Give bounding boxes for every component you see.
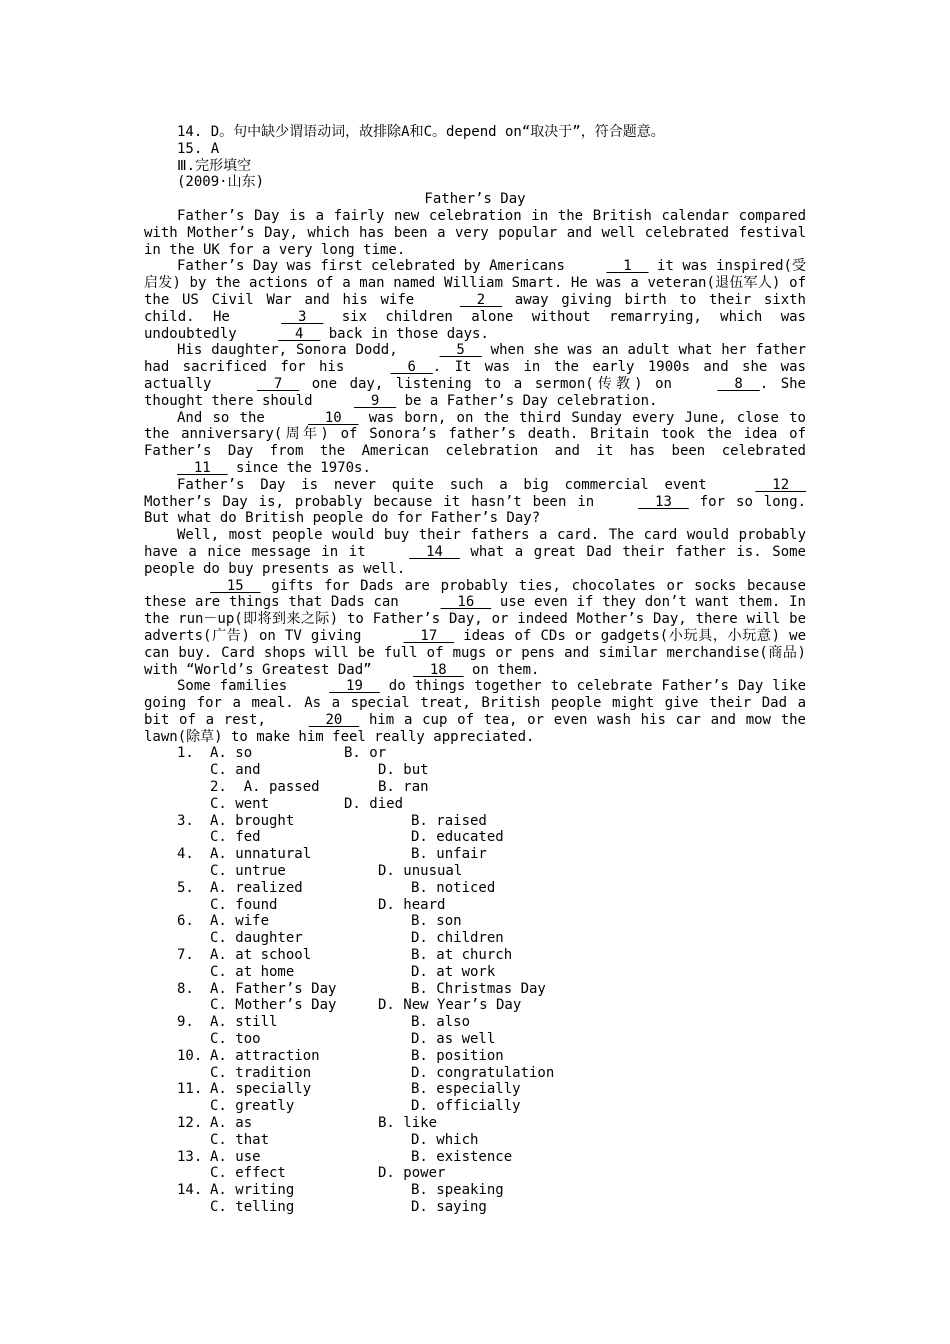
question-number: 12. bbox=[177, 1115, 203, 1132]
option-a: A. still bbox=[210, 1014, 278, 1031]
option-b: B. noticed bbox=[411, 879, 496, 896]
option-a: A. wife bbox=[210, 913, 270, 930]
answer-15: 15. A bbox=[177, 140, 220, 157]
blank-17: 17 bbox=[403, 627, 455, 644]
blank-14: 14 bbox=[409, 543, 460, 560]
option-a: A. specially bbox=[210, 1081, 312, 1098]
question-number: 1. bbox=[177, 745, 194, 762]
blank-9: 9 bbox=[354, 392, 397, 409]
option-row bbox=[144, 1098, 806, 1115]
option-c: C. too bbox=[210, 1031, 261, 1048]
option-row bbox=[144, 930, 806, 947]
source-label: (2009·山东) bbox=[177, 174, 265, 191]
option-b: B. speaking bbox=[411, 1182, 504, 1199]
paragraph-6: Well, most people would buy their fathers a card. The card would probably have a nice message in it 14 what a great Dad their father is. Some people do buy presents as well. bbox=[144, 527, 806, 577]
blank-16: 16 bbox=[440, 594, 492, 611]
option-c: C. and bbox=[210, 762, 261, 779]
option-row bbox=[144, 779, 806, 796]
option-c: C. greatly bbox=[210, 1098, 295, 1115]
option-c: C. at home bbox=[210, 963, 295, 980]
option-d: D. but bbox=[378, 762, 429, 779]
option-c: C. daughter bbox=[210, 930, 303, 947]
blank-10: 10 bbox=[307, 409, 359, 426]
option-d: D. New Year’s Day bbox=[378, 997, 522, 1014]
option-row bbox=[144, 796, 806, 813]
option-a: A. so bbox=[210, 745, 253, 762]
paragraph-4: And so the 10 was born, on the third Sunday every June, close to the anniversary(周年) of Sonora’s father’s death. Britain took the idea of Father’s Day from the American celebration and it has been celebrated 11 since the 1970s. bbox=[144, 409, 806, 476]
section-heading: Ⅲ.完形填空 bbox=[177, 157, 252, 174]
option-row bbox=[144, 981, 806, 998]
option-d: D. heard bbox=[378, 896, 446, 913]
option-b: B. unfair bbox=[411, 846, 487, 863]
option-row bbox=[144, 880, 806, 897]
paragraph-8: Some families 19 do things together to celebrate Father’s Day like going for a meal. As a special treat, British people might give their Dad a bit of a rest, 20 him a cup of tea, or even wash his car and mow the lawn(除草) to make him feel really appreciated. bbox=[144, 678, 806, 745]
blank-3: 3 bbox=[281, 308, 324, 325]
option-b: B. like bbox=[378, 1115, 438, 1132]
answer-14-explanation: 14. D。句中缺少谓语动词，故排除A和C。depend on“取决于”，符合题意。 bbox=[177, 124, 665, 140]
option-d: D. educated bbox=[411, 829, 504, 846]
option-b: B. or bbox=[344, 745, 387, 762]
blank-20: 20 bbox=[308, 711, 360, 728]
option-a: A. writing bbox=[210, 1182, 295, 1199]
passage-body bbox=[144, 208, 806, 746]
question-number: 5. bbox=[177, 879, 194, 896]
option-c: C. that bbox=[210, 1131, 270, 1148]
question-number: 11. bbox=[177, 1081, 203, 1098]
blank-7: 7 bbox=[257, 375, 300, 392]
option-a: A. at school bbox=[210, 947, 312, 964]
question-number: 13. bbox=[177, 1148, 203, 1165]
option-d: D. which bbox=[411, 1131, 479, 1148]
option-b: B. at church bbox=[411, 947, 513, 964]
option-row bbox=[144, 913, 806, 930]
blank-18: 18 bbox=[413, 661, 464, 678]
option-b: B. raised bbox=[411, 812, 487, 829]
option-d: D. unusual bbox=[378, 863, 463, 880]
question-number: 7. bbox=[177, 947, 194, 964]
option-b: B. also bbox=[411, 1014, 471, 1031]
paragraph-5: Father’s Day is never quite such a big commercial event 12 Mother’s Day is, probably because it hasn’t been in 13 for so long. But what do British people do for Father’s Day? bbox=[144, 476, 806, 527]
option-d: D. children bbox=[411, 930, 504, 947]
option-row bbox=[144, 1048, 806, 1065]
passage-title: Father’s Day bbox=[424, 191, 526, 208]
answer-options bbox=[144, 745, 806, 1215]
option-row bbox=[144, 863, 806, 880]
option-b: B. son bbox=[411, 913, 462, 930]
option-a: A. use bbox=[210, 1148, 261, 1165]
blank-2: 2 bbox=[459, 291, 503, 308]
option-row bbox=[144, 897, 806, 914]
question-number: 6. bbox=[177, 913, 194, 930]
option-row bbox=[144, 947, 806, 964]
option-c: C. Mother’s Day bbox=[210, 997, 337, 1014]
option-row bbox=[144, 846, 806, 863]
option-row bbox=[144, 1081, 806, 1098]
option-a: A. unnatural bbox=[210, 846, 312, 863]
paragraph-2: Father’s Day was first celebrated by Americans 1 it was inspired(受启发) by the actions of a man named William Smart. He was a veteran(退伍军人) of the US Civil War and his wife 2 away giving birth to their sixth child. He 3 six children alone without remarrying, which was undoubtedly 4 back in those days. bbox=[144, 258, 806, 342]
option-row bbox=[144, 829, 806, 846]
question-number: 10. bbox=[177, 1047, 203, 1064]
option-a: A. attraction bbox=[210, 1047, 320, 1064]
blank-19: 19 bbox=[329, 678, 380, 695]
option-c: C. telling bbox=[210, 1199, 295, 1215]
blank-6: 6 bbox=[390, 359, 433, 376]
question-number: 9. bbox=[177, 1014, 194, 1031]
option-row bbox=[144, 1115, 806, 1132]
blank-15: 15 bbox=[210, 577, 261, 594]
option-a: A. Father’s Day bbox=[210, 980, 337, 997]
option-row bbox=[144, 1031, 806, 1048]
option-c: C. untrue bbox=[210, 863, 286, 880]
option-c: C. tradition bbox=[210, 1064, 312, 1081]
blank-8: 8 bbox=[717, 375, 760, 392]
option-d: D. congratulation bbox=[411, 1064, 555, 1081]
option-row bbox=[144, 964, 806, 981]
option-row bbox=[144, 1199, 806, 1216]
option-a: A. as bbox=[210, 1115, 253, 1132]
option-a: A. brought bbox=[210, 812, 295, 829]
option-row bbox=[144, 1014, 806, 1031]
blank-4: 4 bbox=[278, 325, 321, 342]
option-row bbox=[144, 813, 806, 830]
question-number: 14. bbox=[177, 1182, 203, 1199]
option-c: C. went bbox=[210, 795, 270, 812]
option-row bbox=[144, 1149, 806, 1166]
option-row bbox=[144, 1182, 806, 1199]
blank-13: 13 bbox=[638, 493, 689, 510]
option-b: B. existence bbox=[411, 1148, 513, 1165]
option-d: D. power bbox=[378, 1165, 446, 1182]
option-d: D. died bbox=[344, 795, 404, 812]
option-b: B. Christmas Day bbox=[411, 980, 546, 997]
option-b: B. especially bbox=[411, 1081, 521, 1098]
option-row bbox=[144, 1065, 806, 1082]
question-number: 8. bbox=[177, 980, 194, 997]
option-a: A. realized bbox=[210, 879, 303, 896]
answer-notes bbox=[144, 124, 806, 191]
blank-11: 11 bbox=[177, 459, 228, 476]
question-number: 4. bbox=[177, 846, 194, 863]
option-row bbox=[144, 745, 806, 762]
document-page bbox=[144, 124, 806, 1216]
option-row bbox=[144, 1165, 806, 1182]
option-d: D. saying bbox=[411, 1199, 487, 1215]
blank-1: 1 bbox=[606, 258, 649, 275]
option-c: C. effect bbox=[210, 1165, 286, 1182]
option-a: 2. A. passed bbox=[210, 779, 320, 796]
blank-12: 12 bbox=[755, 476, 806, 493]
blank-5: 5 bbox=[439, 342, 482, 359]
option-row bbox=[144, 762, 806, 779]
option-b: B. ran bbox=[378, 779, 429, 796]
option-c: C. fed bbox=[210, 829, 261, 846]
option-row bbox=[144, 997, 806, 1014]
option-b: B. position bbox=[411, 1047, 504, 1064]
option-d: D. at work bbox=[411, 963, 496, 980]
paragraph-3: His daughter, Sonora Dodd, 5 when she was an adult what her father had sacrificed for his 6 . It was in the early 1900s and she was actually 7 one day, listening to a sermon(传教) on 8 . She thought there should 9 be a Father’s Day celebration. bbox=[144, 342, 807, 409]
option-c: C. found bbox=[210, 896, 278, 913]
option-d: D. as well bbox=[411, 1031, 496, 1048]
option-d: D. officially bbox=[411, 1098, 521, 1115]
question-number: 3. bbox=[177, 812, 194, 829]
paragraph-1: Father’s Day is a fairly new celebration in the British calendar compared with Mother’s Day, which has been a very popular and well celebrated festival in the UK for a very long time. bbox=[144, 207, 806, 258]
paragraph-7: 15 gifts for Dads are probably ties, chocolates or socks because these are things that Dads can 16 use even if they don’t want them. In the run－up(即将到来之际) to Father’s Day, or indeed Mother’s Day, there will be adverts(广告) on TV giving 17 ideas of CDs or gadgets(小玩具，小玩意) we can buy. Card shops will be full of mugs or pens and similar merchandise(商品) with “World’s Greatest Dad” 18 on them. bbox=[144, 577, 806, 678]
option-row bbox=[144, 1132, 806, 1149]
